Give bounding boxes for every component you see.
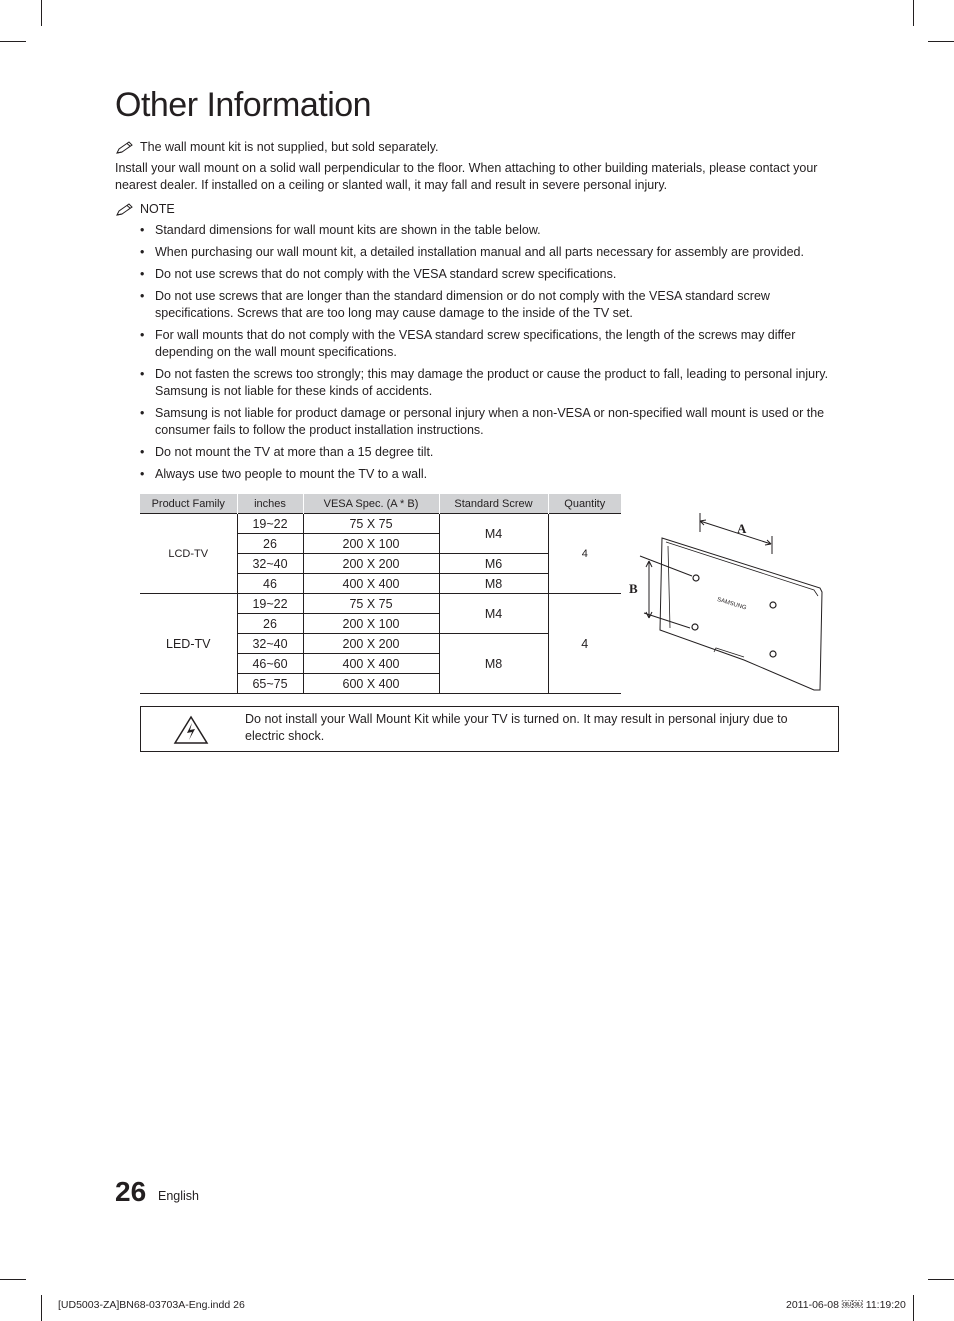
vesa-cell: 400 X 400 [303, 654, 439, 674]
pencil-note-icon [115, 141, 135, 155]
header-vesa-spec: VESA Spec. (A * B) [303, 494, 439, 514]
crop-mark [928, 41, 954, 42]
mount-hole [770, 602, 776, 608]
dimension-b-label: B [629, 581, 638, 596]
vesa-cell: 75 X 75 [303, 514, 439, 534]
warning-electric-shock-icon [173, 715, 209, 745]
family-cell-lcd: LCD-TV [140, 514, 237, 594]
mount-hole [692, 624, 698, 630]
warning-box [140, 706, 839, 752]
mount-hole [693, 575, 699, 581]
page-language: English [158, 1189, 199, 1203]
crop-mark [41, 1295, 42, 1321]
footer-datetime: 2011-06-08 ￼￼ 11:19:20 [786, 1299, 906, 1311]
vesa-cell: 600 X 400 [303, 674, 439, 694]
pencil-note-icon [115, 203, 135, 217]
quantity-cell-lcd: 4 [548, 514, 621, 594]
list-item: • Do not fasten the screws too strongly; this may damage the product or cause the product to fall, leading to personal injury. Samsung is not liable for these kinds of accidents. [140, 366, 842, 400]
footer-file-name: [UD5003-ZA]BN68-03703A-Eng.indd 26 [58, 1299, 245, 1311]
tv-back-panel [660, 538, 822, 690]
header-standard-screw: Standard Screw [439, 494, 548, 514]
header-quantity: Quantity [548, 494, 621, 514]
list-item: • Standard dimensions for wall mount kits are shown in the table below. [140, 222, 842, 239]
header-inches: inches [237, 494, 303, 514]
crop-mark [0, 1279, 26, 1280]
crop-mark [41, 0, 42, 26]
vesa-cell: 400 X 400 [303, 574, 439, 594]
screw-cell: M4 [439, 514, 548, 554]
install-paragraph: Install your wall mount on a solid wall perpendicular to the floor. When attaching to other building materials, please contact your nearest dealer. If installed on a ceiling or slanted wall, it may fall and result in severe personal injury. [115, 161, 818, 192]
vesa-cell: 200 X 200 [303, 554, 439, 574]
screw-cell: M8 [439, 574, 548, 594]
inches-cell: 46 [237, 574, 303, 594]
list-item: • Do not mount the TV at more than a 15 degree tilt. [140, 444, 842, 461]
inches-cell: 32~40 [237, 554, 303, 574]
table-row [140, 594, 621, 614]
brand-label: SAMSUNG [716, 596, 747, 612]
inches-cell: 46~60 [237, 654, 303, 674]
inches-cell: 19~22 [237, 594, 303, 614]
vesa-cell: 75 X 75 [303, 594, 439, 614]
crop-mark [928, 1279, 954, 1280]
table-row [140, 514, 621, 534]
page-number: 26 [115, 1176, 147, 1207]
list-item: • Do not use screws that are longer than the standard dimension or do not comply with the VESA standard screw specifications. Screws that are too long may cause damage to the inside of the TV set. [140, 288, 842, 322]
family-cell-led: LED-TV [140, 594, 237, 694]
note-heading [115, 201, 175, 218]
vesa-cell: 200 X 200 [303, 634, 439, 654]
list-item: • When purchasing our wall mount kit, a detailed installation manual and all parts necessary for assembly are provided. [140, 244, 842, 261]
note-label: NOTE [140, 202, 175, 216]
vesa-cell: 200 X 100 [303, 534, 439, 554]
screw-cell: M8 [439, 634, 548, 694]
list-item: • For wall mounts that do not comply with the VESA standard screw specifications, the length of the screws may differ depending on the wall mount specifications. [140, 327, 842, 361]
header-product-family: Product Family [140, 494, 237, 514]
inches-cell: 19~22 [237, 514, 303, 534]
vesa-cell: 200 X 100 [303, 614, 439, 634]
mount-hole [770, 651, 776, 657]
inches-cell: 26 [237, 614, 303, 634]
screw-cell: M6 [439, 554, 548, 574]
crop-mark [0, 41, 26, 42]
page-title: Other Information [115, 86, 372, 124]
crop-mark [913, 0, 914, 26]
crop-mark [913, 1295, 914, 1321]
inches-cell: 32~40 [237, 634, 303, 654]
inches-cell: 26 [237, 534, 303, 554]
list-item: • Do not use screws that do not comply with the VESA standard screw specifications. [140, 266, 842, 283]
table-header-row [140, 494, 621, 514]
note-supplied [115, 139, 439, 156]
warning-text: Do not install your Wall Mount Kit while your TV is turned on. It may result in personal injury due to electric shock. [245, 712, 788, 743]
list-item: • Always use two people to mount the TV to a wall. [140, 466, 842, 483]
dimension-a-label: A [737, 521, 747, 536]
screw-cell: M4 [439, 594, 548, 634]
tv-back-mount-diagram [624, 510, 830, 696]
quantity-cell-led: 4 [548, 594, 621, 694]
list-item: • Samsung is not liable for product damage or personal injury when a non-VESA or non-specified wall mount is used or the consumer fails to follow the product installation instructions. [140, 405, 842, 439]
dimension-a-arrow [700, 513, 772, 554]
inches-cell: 65~75 [237, 674, 303, 694]
wall-mount-spec-table [140, 494, 621, 694]
note-supplied-text: The wall mount kit is not supplied, but sold separately. [140, 140, 439, 154]
note-bullet-list [140, 222, 842, 488]
